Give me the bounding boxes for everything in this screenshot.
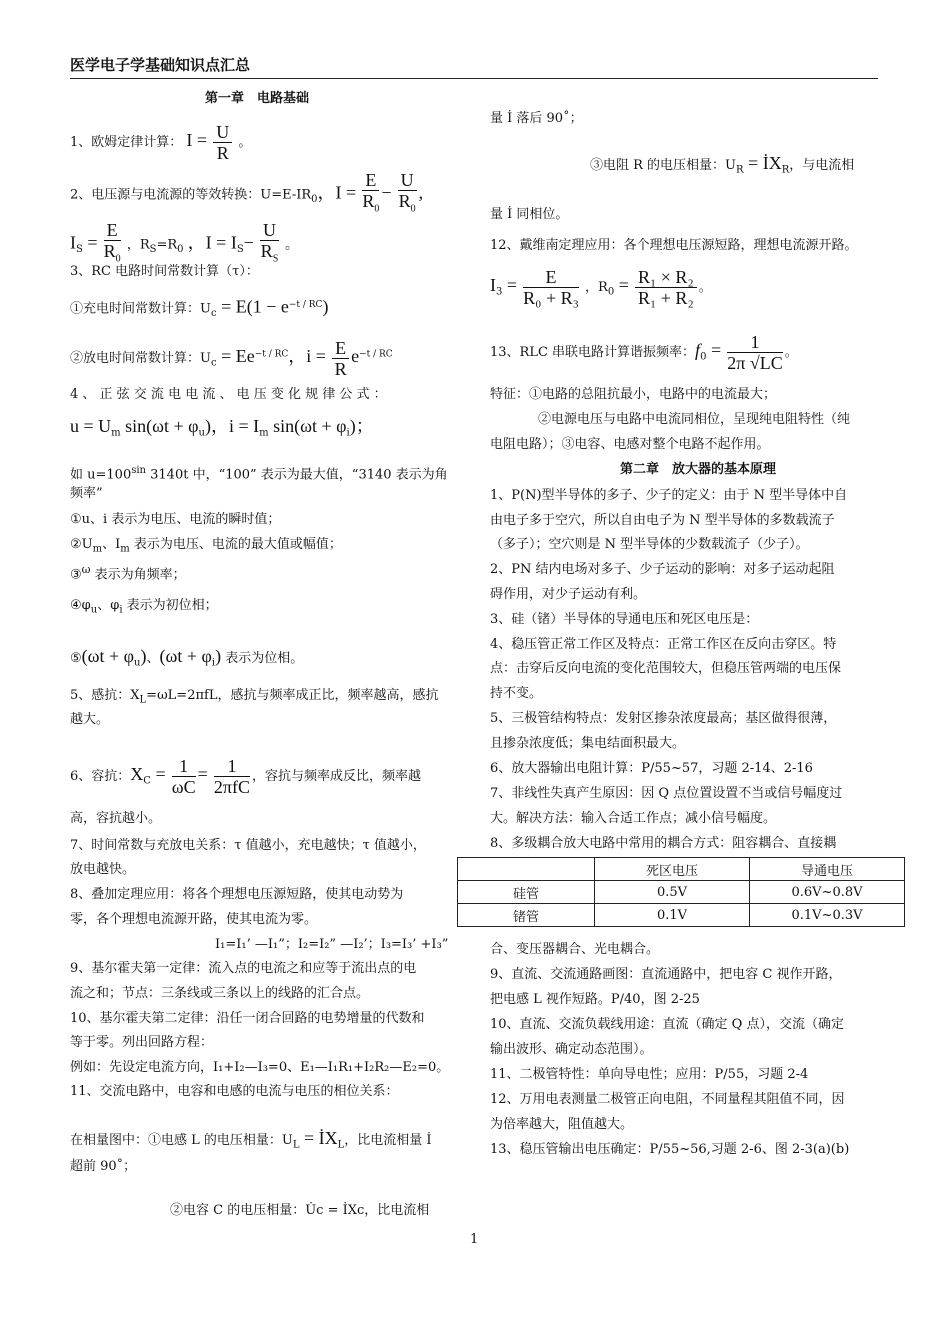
item-2-cont: $I_S$ = $\frac{E}{R_0}$ ，$R_S=R_0$ ，$I = I_S-$ $\frac{U}{R_S}$ 。	[70, 220, 299, 265]
item-13-feature-1: 特征：①电路的总阻抗最小，电路中的电流最大；	[490, 387, 777, 402]
item-10-cont: 等于零。列出回路方程：	[70, 1035, 214, 1050]
item-4-example-cont: 频率”	[70, 486, 103, 501]
item-12: 12、戴维南定理应用：各个理想电压源短路，理想电流源开路。	[490, 238, 858, 253]
item-9: 9、基尔霍夫第一定律：流入点的电流之和应等于流出点的电	[70, 961, 417, 976]
c2-item-13: 13、稳压管输出电压确定：P/55~56,习题 2-6、图 2-3(a)(b)	[490, 1142, 850, 1157]
item-11: 11、交流电路中，电容和电感的电流与电压的相位关系：	[70, 1084, 399, 1099]
item-11-c-cont: 量 İ 同相位。	[490, 207, 569, 222]
c2-item-4-cont2: 持不变。	[490, 686, 543, 701]
c2-item-9-cont: 把电感 L 视作短路。P/40，图 2-25	[490, 992, 700, 1007]
item-1: 1、欧姆定律计算： I = $\frac{U}{R}$ 。	[70, 122, 252, 163]
c2-item-4-cont: 点：击穿后反向电流的变化范围较大，但稳压管两端的电压保	[490, 661, 842, 676]
item-11-b-cont: 量 İ 落后 90˚；	[490, 111, 583, 126]
item-3-discharge: ②放电时间常数计算：$U_c = Ee^{-t / RC}$，i = $\frac{E}{R}$ $e^{-t / RC}$	[70, 338, 393, 379]
fraction: $\frac{U}{R}$	[213, 122, 232, 163]
c2-item-7: 7、非线性失真产生原因：因 Q 点位置设置不当或信号幅度过	[490, 786, 843, 801]
item-11-a: 在相量图中：①电感 L 的电压相量：$U_L$ = $İX_L$，比电流相量 İ	[70, 1128, 432, 1151]
table-header-row	[458, 858, 905, 881]
item-12-formula: $I_3$ = $\frac{E}{\text{R₀ + R₃}}$ ，$R_0$ = $\frac{\text{R₁ × R₂}}{\text{R₁ + R₂}}$ 。	[490, 267, 712, 308]
item-3: 3、RC 电路时间常数计算（τ）：	[70, 264, 259, 279]
table-header-cell: 死区电压	[595, 858, 750, 881]
table-header-cell: 导通电压	[750, 858, 905, 881]
item-8-formula: I₁=I₁’ —I₁”；I₂=I₂” —I₂’；I₃=I₃’ +I₃”	[215, 937, 449, 952]
c2-item-12: 12、万用电表测量二极管正向电阻，不同量程其阻值不同，因	[490, 1092, 845, 1107]
c2-item-6: 6、放大器输出电阻计算：P/55~57，习题 2-14、2-16	[490, 761, 813, 776]
item-11-b: ②电容 C 的电压相量：U̇c = İXc，比电流相	[170, 1203, 430, 1218]
page-header	[70, 52, 878, 79]
item-3-charge: ①充电时间常数计算：$U_c = E(1 - e^{-t / RC})$	[70, 296, 329, 319]
item-13: 13、RLC 串联电路计算谐振频率：$f_0$ = $\frac{1}{2\pi √LC}$ 。	[490, 332, 798, 373]
c2-item-1-cont2: （多子）；空穴则是 N 型半导体的少数载流子（少子）。	[490, 537, 809, 552]
item-6: 6、容抗：$X_C$ = $\frac{1}{\omega C}$ = 1 2πfC ，容抗与频率成反比，频率越	[70, 756, 421, 797]
table-cell: 0.6V~0.8V	[750, 881, 905, 904]
c2-item-12-cont: 为倍率越大，阻值越大。	[490, 1117, 634, 1132]
item-4-example: 如 $u=100^{sin}$ 3140t 中，“100” 表示为最大值，“3140 表示为角	[70, 465, 448, 483]
c2-item-11: 11、二极管特性：单向导电性；应用：P/55，习题 2-4	[490, 1067, 809, 1082]
c2-item-9: 9、直流、交流通路画图：直流通路中，把电容 C 视作开路，	[490, 967, 842, 982]
chapter2-title: 第二章 放大器的基本原理	[620, 462, 777, 477]
item-13-feature-2: ②电源电压与电路中电流同相位，呈现纯电阻特性（纯	[538, 412, 851, 427]
c2-item-5: 5、三极管结构特点：发射区掺杂浓度最高；基区做得很薄，	[490, 711, 837, 726]
voltage-table	[457, 857, 905, 927]
table-cell: 0.5V	[595, 881, 750, 904]
table-cell: 0.1V	[595, 904, 750, 927]
c2-item-10: 10、直流、交流负载线用途：直流（确定 Q 点），交流（确定	[490, 1017, 844, 1032]
c2-item-8: 8、多级耦合放大电路中常用的耦合方式：阻容耦合、直接耦	[490, 836, 837, 851]
page-title: 医学电子学基础知识点汇总	[70, 56, 251, 74]
item-13-feature-3: 电阻电路）；③电容、电感对整个电路不起作用。	[490, 437, 770, 452]
item-8-cont: 零，各个理想电流源开路，使其电流为零。	[70, 912, 318, 927]
item-4-d: $④\varphi_u$、$\varphi_i$ 表示为初位相；	[70, 598, 218, 616]
page-number: 1	[470, 1232, 479, 1247]
item-4-formula: $u = U_m$ $\sin(\omega t + \varphi_u)$，$i = I_m$ $\sin(\omega t + \varphi_i)$；	[70, 416, 374, 439]
item-4-c: ③$^\omega$ 表示为角频率；	[70, 563, 186, 583]
table-cell: 硅管	[458, 881, 595, 904]
c2-item-2: 2、PN 结内电场对多子、少子运动的影响：对多子运动起阻	[490, 562, 835, 577]
c2-item-7-cont: 大。解决方法：输入合适工作点；减小信号幅度。	[490, 811, 777, 826]
item-2: 2、电压源与电流源的等效转换：$U=E-IR_0$，I = $\frac{E}{R_0}$ − $\frac{U}{R_0}$ ,	[70, 170, 424, 215]
item-5: 5、感抗：$X_L=\omega L=2\pi fL$，感抗与频率成正比，频率越高，感抗	[70, 688, 439, 706]
chapter1-title: 第一章 电路基础	[205, 91, 310, 106]
item-4: 4 、 正 弦 交 流 电 电 流 、 电 压 变 化 规 律 公 式 ：	[70, 387, 387, 402]
item-4-a: ①u、i 表示为电压、电流的瞬时值；	[70, 512, 281, 527]
table-cell: 锗管	[458, 904, 595, 927]
item-5-cont: 越大。	[70, 712, 110, 727]
item-8: 8、叠加定理应用：将各个理想电压源短路，使其电动势为	[70, 887, 404, 902]
item-9-cont: 流之和；节点：三条线或三条以上的线路的汇合点。	[70, 986, 370, 1001]
item-10-example: 例如：先设定电流方向，I₁+I₂—I₃=0、E₁—I₁R₁+I₂R₂—E₂=0。	[70, 1060, 450, 1075]
table-header-cell	[458, 858, 595, 881]
c2-item-1-cont: 由电子多于空穴，所以自由电子为 N 型半导体的多数载流子	[490, 513, 835, 528]
item-7-cont: 放电越快。	[70, 862, 136, 877]
table-row	[458, 881, 905, 904]
item-11-a-cont: 超前 90˚；	[70, 1159, 137, 1174]
c2-item-2-cont: 碍作用，对少子运动有利。	[490, 587, 647, 602]
c2-item-1: 1、P(N)型半导体的多子、少子的定义：由于 N 型半导体中自	[490, 488, 848, 503]
c2-item-5-cont: 且掺杂浓度低；集电结面积最大。	[490, 736, 686, 751]
item-11-c: ③电阻 R 的电压相量：$U_R$ = $İX_R$，与电流相	[590, 153, 855, 176]
item-4-b: $②U_m$、$I_m$ 表示为电压、电流的最大值或幅值；	[70, 537, 342, 555]
item-6-cont: 高，容抗越小。	[70, 811, 162, 826]
c2-item-10-cont: 输出波形、确定动态范围）。	[490, 1042, 653, 1057]
c2-item-3: 3、硅（锗）半导体的导通电压和死区电压是：	[490, 612, 759, 627]
table-row	[458, 904, 905, 927]
c2-item-8-cont: 合、变压器耦合、光电耦合。	[490, 942, 660, 957]
table-cell: 0.1V~0.3V	[750, 904, 905, 927]
item-4-e: ⑤(ωt + $\varphi_u$)、$(\omega t + \varphi_i)$ 表示为位相。	[70, 646, 304, 669]
item-10: 10、基尔霍夫第二定律：沿任一闭合回路的电势增量的代数和	[70, 1011, 425, 1026]
c2-item-4: 4、稳压管正常工作区及特点：正常工作区在反向击穿区。特	[490, 637, 837, 652]
item-7: 7、时间常数与充放电关系：τ 值越小，充电越快；τ 值越小，	[70, 838, 426, 853]
